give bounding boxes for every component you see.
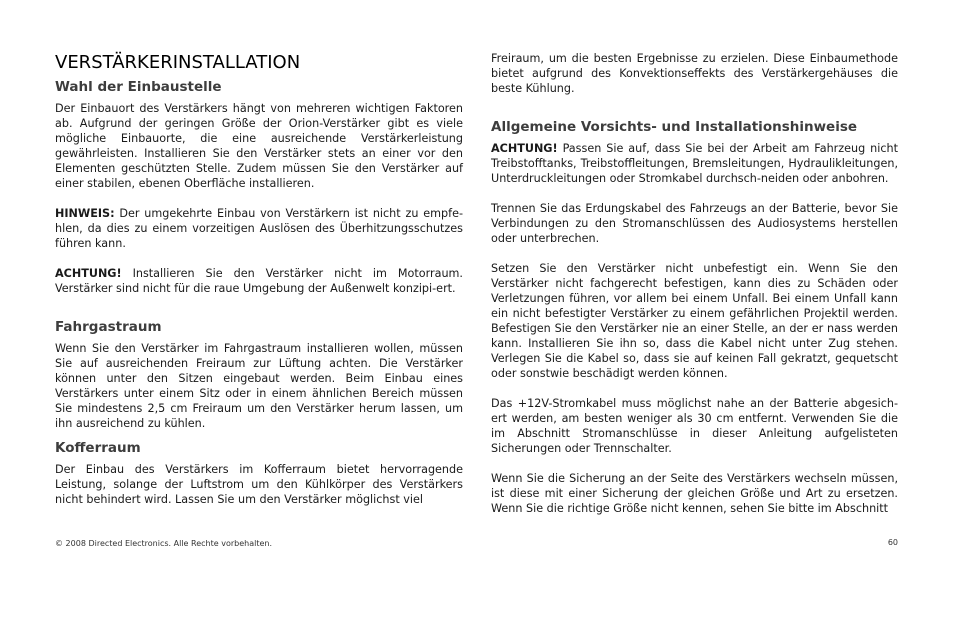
right-column bbox=[491, 51, 898, 516]
section-heading-mounting-location: Wahl der Einbaustelle bbox=[55, 79, 222, 95]
paragraph-secure-amplifier: Setzen Sie den Verstärker nicht unbefestigt ein. Wenn Sie den Verstärker nicht fachgerecht befestigen, kann dies zu Schäden oder Verletzungen führen, vor allem bei einem Unfall. Bei einem Unfall kann ein nicht befestigter Verstärker zu einem gefährlichen Projektil werden. Befestigen Sie den Verstärker nie an einer Stelle, an der er nass werden kann. Installieren Sie ihn so, dass die Kabel nicht unter Zug stehen. Verlegen Sie die Kabel so, dass sie auf keinen Fall gekratzt, gequetscht oder sonstwie beschädigt werden können. bbox=[491, 262, 898, 380]
note-text: Der umgekehrte Einbau von Verstärkern ist nicht zu empfe-hlen, da dies zu einem vorzeitigen Auslösen des Überhitzungsschutzes führen kann. bbox=[55, 207, 463, 250]
warning-label: ACHTUNG! bbox=[55, 267, 122, 280]
warning-text: Installieren Sie den Verstärker nicht im Motorraum. Verstärker sind nicht für die raue Umgebung der Außenwelt konzipi-ert. bbox=[55, 267, 463, 295]
page-title: VERSTÄRKERINSTALLATION bbox=[55, 52, 301, 73]
paragraph-fuse-replace: Wenn Sie die Sicherung an der Seite des Verstärkers wechseln müssen, ist diese mit einer Sicherung der gleichen Größe und Art zu ersetzen. Wenn Sie die richtige Größe nicht kennen, sehen Sie bitte im Abschnitt bbox=[491, 472, 898, 515]
paragraph-note bbox=[55, 206, 463, 251]
paragraph-disconnect-ground: Trennen Sie das Erdungskabel des Fahrzeugs an der Batterie, bevor Sie Verbindungen zu den Stromanschlüssen des Audiosystems herstellen oder unterbrechen. bbox=[491, 202, 898, 245]
warning-label: ACHTUNG! bbox=[491, 142, 558, 155]
paragraph-warning-drilling bbox=[491, 141, 898, 186]
section-heading-trunk: Kofferraum bbox=[55, 440, 141, 456]
section-heading-general-precautions: Allgemeine Vorsichts- und Installationshinweise bbox=[491, 119, 858, 135]
paragraph-warning-engine bbox=[55, 266, 463, 296]
section-heading-passenger-compartment: Fahrgastraum bbox=[55, 319, 162, 335]
paragraph-trunk: Der Einbau des Verstärkers im Kofferraum bietet hervorragende Leistung, solange der Luftstrom um den Kühlkörper des Verstärkers nicht behindert wird. Lassen Sie um den Verstärker möglichst viel bbox=[55, 463, 463, 506]
paragraph-passenger-compartment: Wenn Sie den Verstärker im Fahrgastraum installieren wollen, müssen Sie auf ausreichenden Freiraum zur Lüftung achten. Die Verstärker können unter den Sitzen eingebaut werden. Beim Einbau eines Verstärkers unter einem Sitz oder in einem ähnlichen Bereich müssen Sie mindestens 2,5 cm Freiraum um den Verstärker herum lassen, um ihn ausreichend zu kühlen. bbox=[55, 342, 463, 430]
page-number: 60 bbox=[887, 538, 898, 547]
paragraph-trunk-continued: Freiraum, um die besten Ergebnisse zu erzielen. Diese Einbaumethode bietet aufgrund des Konvektionseffekts des Verstärkergehäuses die beste Kühlung. bbox=[491, 52, 898, 95]
left-column bbox=[55, 52, 463, 507]
footer-copyright: © 2008 Directed Electronics. Alle Rechte vorbehalten. bbox=[55, 539, 272, 548]
note-label: HINWEIS: bbox=[55, 207, 115, 220]
paragraph-mounting-intro: Der Einbauort des Verstärkers hängt von mehreren wichtigen Faktoren ab. Aufgrund der geringen Größe der Orion-Verstärker gibt es viele mögliche Einbauorte, die eine ausreichende Verstärkerleistung gewährleisten. Installieren Sie den Verstärker stets an einer vor den Elementen geschützten Stelle. Zudem müssen Sie den Verstärker auf einer stabilen, ebenen Oberfläche installieren. bbox=[55, 102, 463, 190]
warning-text: Passen Sie auf, dass Sie bei der Arbeit am Fahrzeug nicht Treibstofftanks, Treibstoffleitungen, Bremsleitungen, Hydraulikleitungen, Unterdruckleitungen oder Stromkabel durchsch-neiden oder anbohren. bbox=[491, 142, 898, 185]
paragraph-fuse-power: Das +12V-Stromkabel muss möglichst nahe an der Batterie abgesich-ert werden, am besten weniger als 30 cm entfernt. Verwenden Sie die im Abschnitt Stromanschlüsse in dieser Anleitung aufgelisteten Sicherungen oder Trennschalter. bbox=[491, 397, 898, 455]
